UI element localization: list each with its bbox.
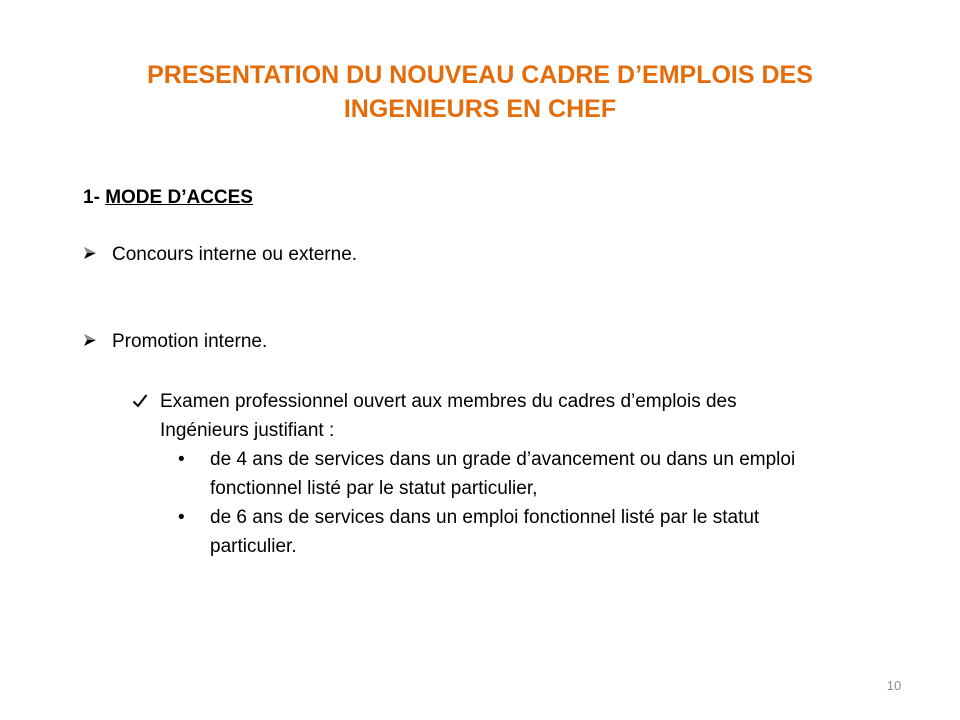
page-number: 10	[886, 678, 902, 693]
sub-bullet-item-2	[176, 503, 896, 561]
sub-bullet-1-line-1: de 4 ans de services dans un grade d’avancement ou dans un emploi	[210, 449, 796, 470]
sub-bullet-2-line-2: particulier.	[210, 536, 297, 557]
sub-bullet-1-line-2: fonctionnel listé par le statut particulier,	[210, 478, 538, 499]
bullet-item-1	[83, 243, 357, 267]
bullet-text-2: Promotion interne.	[112, 331, 268, 352]
check-item-text	[160, 387, 737, 445]
slide-title-line-2: INGENIEURS EN CHEF	[343, 95, 617, 123]
sub-bullet-text-2	[210, 503, 759, 561]
section-label: MODE D’ACCES	[105, 187, 253, 208]
checkmark-icon	[132, 387, 160, 416]
section-heading	[83, 186, 253, 210]
sub-bullet-item-1	[176, 445, 896, 503]
sub-bullet-text-1	[210, 445, 795, 503]
dot-bullet-icon: •	[178, 507, 185, 528]
section-number: 1-	[83, 187, 100, 208]
sub-bullet-2-line-1: de 6 ans de services dans un emploi fonctionnel listé par le statut	[210, 507, 760, 528]
slide-title	[80, 58, 880, 126]
check-item-line-1: Examen professionnel ouvert aux membres du cadres d’emplois des	[160, 391, 737, 412]
bullet-text-1: Concours interne ou externe.	[112, 244, 358, 265]
check-item-line-2: Ingénieurs justifiant :	[160, 420, 335, 441]
bullet-item-2	[83, 330, 267, 354]
slide-title-line-1: PRESENTATION DU NOUVEAU CADRE D’EMPLOIS DES	[147, 61, 813, 89]
arrowhead-bullet-icon	[83, 330, 112, 354]
check-item	[132, 387, 872, 445]
arrowhead-bullet-icon	[83, 243, 112, 267]
dot-bullet-icon: •	[178, 449, 185, 470]
